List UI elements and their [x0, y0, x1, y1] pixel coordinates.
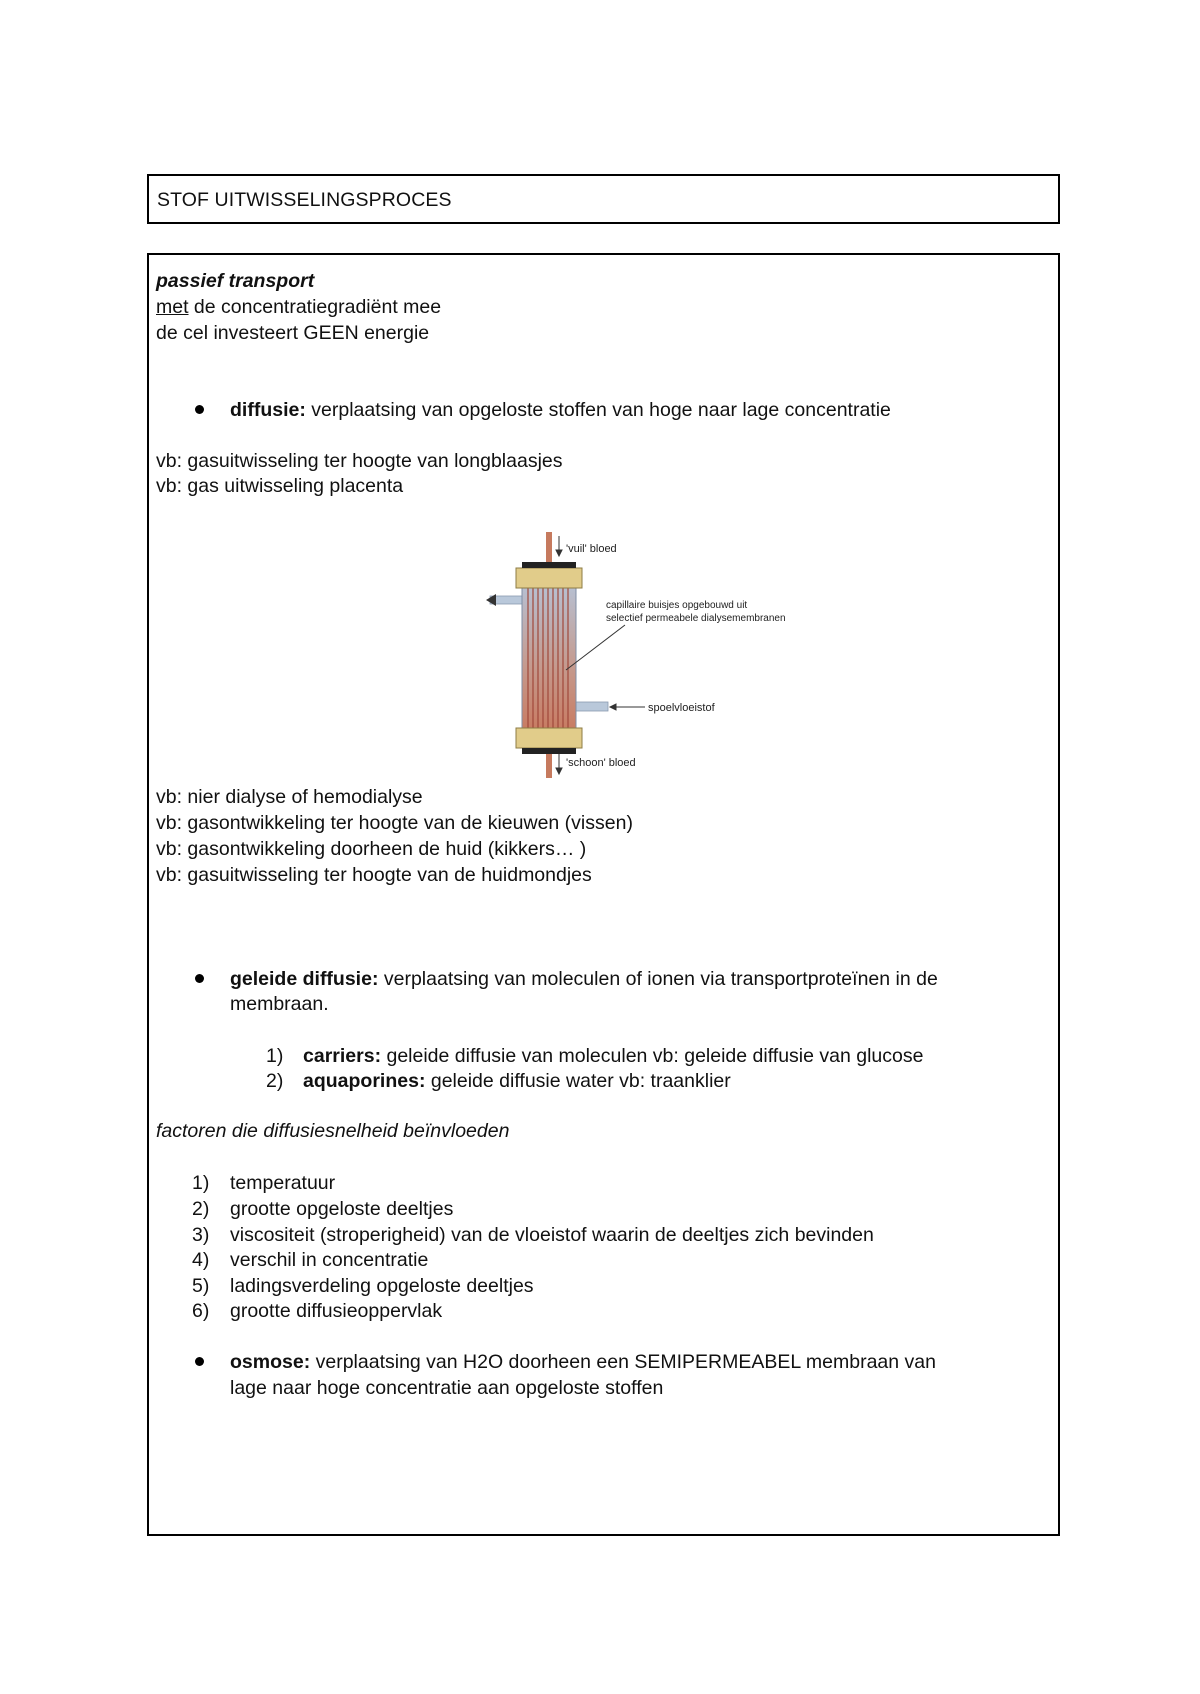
- down-arrow-icon: [556, 768, 562, 774]
- list-number: 3): [192, 1224, 210, 1246]
- underlined-word: met: [156, 296, 189, 318]
- content-box: [147, 253, 1060, 1536]
- aquaporines-text: geleide diffusie water vb: traanklier: [425, 1070, 731, 1092]
- factor-item: grootte opgeloste deeltjes: [230, 1198, 454, 1220]
- section-heading: passief transport: [156, 270, 315, 292]
- bullet-osmose: [195, 1357, 204, 1366]
- list-number: 2): [192, 1198, 210, 1220]
- example-line: vb: gasontwikkeling ter hoogte van de kieuwen (vissen): [156, 812, 633, 834]
- factor-item: viscositeit (stroperigheid) van de vloeistof waarin de deeltjes zich bevinden: [230, 1224, 874, 1246]
- label-clean-blood: 'schoon' bloed: [566, 757, 636, 769]
- header-line-1-rest: de concentratiegradiënt mee: [188, 296, 442, 318]
- geleide-diffusie-term: geleide diffusie:: [230, 968, 379, 990]
- top-cap: [516, 568, 582, 588]
- osmose-text: verplaatsing van H2O doorheen een SEMIPERMEABEL membraan van: [310, 1351, 936, 1373]
- example-line: vb: gasuitwisseling ter hoogte van longblaasjes: [156, 450, 563, 472]
- left-arrow-icon: [610, 704, 616, 710]
- bullet-geleide-diffusie: [195, 974, 204, 983]
- bottom-seal: [522, 748, 576, 754]
- bottom-cap: [516, 728, 582, 748]
- blood-inlet-tube: [546, 532, 552, 567]
- label-capillary-2: selectief permeabele dialysemembranen: [606, 613, 786, 624]
- label-rinse-fluid: spoelvloeistof: [648, 702, 715, 714]
- diffusie-definition: [230, 397, 891, 423]
- osmose-definition: [230, 1349, 936, 1375]
- document-title: STOF UITWISSELINGSPROCES: [157, 189, 452, 211]
- example-line: vb: gasontwikkeling doorheen de huid (kikkers… ): [156, 838, 587, 860]
- example-line: vb: nier dialyse of hemodialyse: [156, 786, 423, 808]
- factor-item: temperatuur: [230, 1172, 336, 1194]
- dialyzer-figure: [470, 530, 840, 780]
- factors-heading: factoren die diffusiesnelheid beïnvloeden: [156, 1120, 510, 1142]
- list-number: 5): [192, 1275, 210, 1297]
- example-line: vb: gas uitwisseling placenta: [156, 475, 404, 497]
- geleide-diffusie-continuation: membraan.: [230, 993, 329, 1015]
- list-item-aquaporines: [303, 1068, 731, 1094]
- carriers-term: carriers:: [303, 1045, 382, 1067]
- geleide-diffusie-definition: [230, 966, 938, 992]
- example-line: vb: gasuitwisseling ter hoogte van de huidmondjes: [156, 864, 592, 886]
- factor-item: ladingsverdeling opgeloste deeltjes: [230, 1275, 534, 1297]
- header-line-1: [156, 294, 441, 320]
- list-item-carriers: [303, 1043, 923, 1069]
- osmose-continuation: lage naar hoge concentratie aan opgeloste stoffen: [230, 1377, 664, 1399]
- title-box: [147, 174, 1060, 224]
- list-number: 1): [192, 1172, 210, 1194]
- label-capillary-1: capillaire buisjes opgebouwd uit: [606, 600, 748, 611]
- bullet-diffusie: [195, 405, 204, 414]
- diffusie-text: verplaatsing van opgeloste stoffen van hoge naar lage concentratie: [305, 399, 891, 421]
- factor-item: verschil in concentratie: [230, 1249, 429, 1271]
- diffusie-term: diffusie:: [230, 399, 306, 421]
- geleide-diffusie-text: verplaatsing van moleculen of ionen via transportproteïnen in de: [378, 968, 938, 990]
- label-dirty-blood: 'vuil' bloed: [566, 543, 617, 555]
- list-number: 2): [266, 1070, 284, 1092]
- list-number: 4): [192, 1249, 210, 1271]
- aquaporines-term: aquaporines:: [303, 1070, 426, 1092]
- osmose-term: osmose:: [230, 1351, 311, 1373]
- down-arrow-icon: [556, 550, 562, 556]
- header-line-2: de cel investeert GEEN energie: [156, 322, 430, 344]
- carriers-text: geleide diffusie van moleculen vb: geleide diffusie van glucose: [381, 1045, 924, 1067]
- list-number: 1): [266, 1045, 284, 1067]
- list-number: 6): [192, 1300, 210, 1322]
- factor-item: grootte diffusieoppervlak: [230, 1300, 443, 1322]
- top-seal: [522, 562, 576, 568]
